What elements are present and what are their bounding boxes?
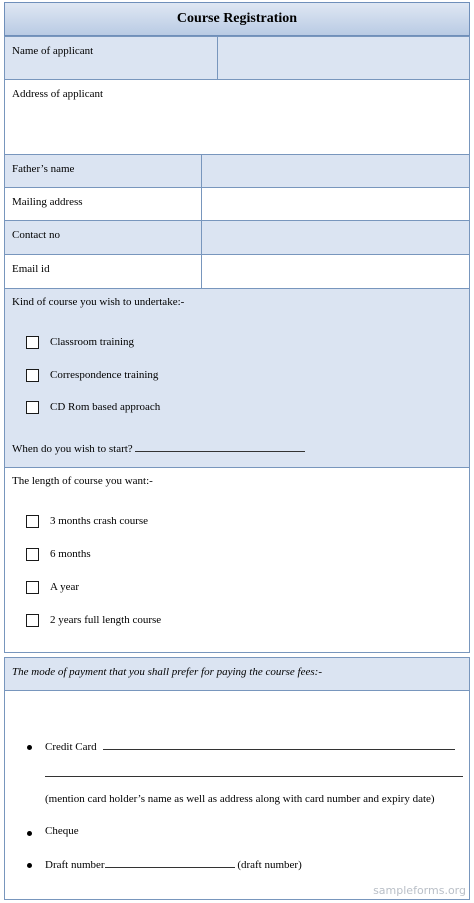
mailing-address-field[interactable]	[202, 188, 469, 220]
checkbox[interactable]	[26, 548, 39, 561]
checkbox[interactable]	[26, 515, 39, 528]
bullet-icon	[27, 745, 32, 750]
credit-card-note: (mention card holder’s name as well as address along with card number and expiry date)	[45, 793, 435, 805]
credit-card-label: Credit Card	[45, 741, 97, 753]
start-date-input[interactable]	[135, 441, 305, 452]
credit-card-line	[45, 739, 455, 753]
checkbox[interactable]	[26, 369, 39, 382]
option-label: CD Rom based approach	[50, 401, 161, 413]
draft-number-suffix: (draft number)	[237, 859, 302, 871]
credit-card-input[interactable]	[103, 739, 455, 750]
email-label: Email id	[12, 263, 50, 275]
option-label: Correspondence training	[50, 369, 159, 381]
checkbox[interactable]	[26, 614, 39, 627]
draft-number-line	[45, 857, 302, 871]
name-field[interactable]	[218, 37, 469, 79]
payment-header	[4, 657, 470, 691]
option-label: Classroom training	[50, 336, 135, 348]
bullet-icon	[27, 831, 32, 836]
option-label: 2 years full length course	[50, 614, 162, 626]
fathers-name-row	[4, 154, 470, 188]
email-field[interactable]	[202, 255, 469, 288]
cheque-label: Cheque	[45, 825, 79, 837]
option-label: 3 months crash course	[50, 515, 149, 527]
bullet-icon	[27, 863, 32, 868]
address-label: Address of applicant	[12, 88, 104, 100]
email-row	[4, 254, 470, 289]
name-label: Name of applicant	[12, 45, 94, 57]
contact-row	[4, 220, 470, 255]
start-date-prompt: When do you wish to start?	[12, 443, 133, 455]
mailing-address-label: Mailing address	[12, 196, 83, 208]
draft-number-label: Draft number	[45, 859, 105, 871]
mailing-address-row	[4, 187, 470, 221]
address-row[interactable]	[4, 79, 470, 155]
checkbox[interactable]	[26, 581, 39, 594]
fathers-name-field[interactable]	[202, 155, 469, 187]
course-length-prompt: The length of course you want:-	[12, 475, 153, 487]
watermark: sampleforms.org	[373, 884, 466, 897]
payment-prompt: The mode of payment that you shall prefer for paying the course fees:-	[12, 666, 322, 678]
form-title: Course Registration	[176, 11, 298, 26]
contact-field[interactable]	[202, 221, 469, 254]
form-title-bar	[4, 2, 470, 36]
name-row	[4, 36, 470, 80]
option-label: A year	[50, 581, 80, 593]
course-kind-prompt: Kind of course you wish to undertake:-	[12, 296, 185, 308]
course-kind-section	[4, 288, 470, 468]
credit-card-input-line-2[interactable]	[45, 776, 463, 777]
payment-section	[4, 690, 470, 900]
start-date-line	[12, 441, 305, 455]
contact-label: Contact no	[12, 229, 60, 241]
fathers-name-label: Father’s name	[12, 163, 75, 175]
option-label: 6 months	[50, 548, 91, 560]
course-length-section	[4, 467, 470, 653]
checkbox[interactable]	[26, 336, 39, 349]
checkbox[interactable]	[26, 401, 39, 414]
draft-number-input[interactable]	[105, 857, 235, 868]
